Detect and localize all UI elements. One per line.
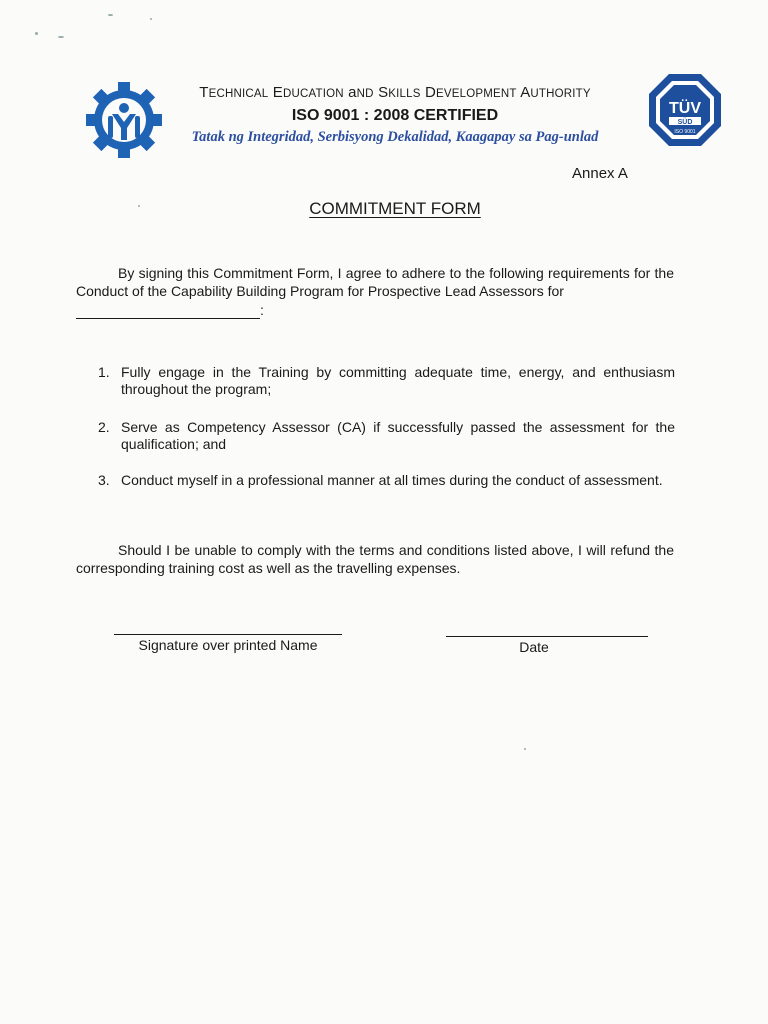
- annex-label: Annex A: [572, 165, 628, 182]
- svg-text:TÜV: TÜV: [669, 100, 701, 117]
- iso-certification-line: ISO 9001 : 2008 CERTIFIED: [291, 107, 499, 124]
- closing-text: Should I be unable to comply with the terms and conditions listed above, I will refund the corresponding training cost as well as the travelling expenses.: [76, 542, 674, 576]
- list-item-text: Serve as Competency Assessor (CA) if successfully passed the assessment for the qualification; and: [121, 419, 675, 452]
- list-item: [98, 472, 675, 489]
- scan-speck: [150, 18, 152, 20]
- scan-speck: [35, 32, 38, 35]
- agency-name: TECHNICAL EDUCATION aND SKILLS DEVELOPMENT AUTHORITY: [199, 84, 591, 101]
- date-label: Date: [519, 639, 549, 655]
- list-item-number: 3.: [98, 472, 110, 488]
- list-item-text: Conduct myself in a professional manner at all times during the conduct of assessment.: [121, 472, 663, 488]
- tuv-sud-certification-seal-icon: [647, 72, 723, 148]
- list-item: [98, 364, 675, 398]
- scan-speck: [524, 748, 526, 750]
- signature-label: Signature over printed Name: [138, 637, 318, 653]
- intro-paragraph: [76, 264, 674, 300]
- form-title: COMMITMENT FORM: [309, 199, 481, 218]
- signature-line[interactable]: [114, 634, 342, 635]
- svg-text:SÜD: SÜD: [677, 119, 693, 126]
- scan-speck: [108, 14, 113, 16]
- blank-suffix: :: [260, 302, 264, 318]
- list-item-number: 2.: [98, 419, 110, 435]
- agency-tagline: Tatak ng Integridad, Serbisyong Dekalidad, Kaagapay sa Pag-unlad: [191, 129, 599, 145]
- intro-text: By signing this Commitment Form, I agree to adhere to the following requirements for the Conduct of the Capability Building Program for Prospective Lead Assessors for: [76, 265, 674, 299]
- program-blank-field[interactable]: [76, 318, 260, 319]
- date-line[interactable]: [446, 636, 648, 637]
- scan-speck: [138, 205, 140, 207]
- list-item: [98, 419, 675, 453]
- list-item-number: 1.: [98, 364, 110, 380]
- list-item-text: Fully engage in the Training by committing adequate time, energy, and enthusiasm throughout the program;: [121, 364, 675, 397]
- scan-speck: [58, 36, 64, 38]
- svg-text:ISO 9001: ISO 9001: [674, 129, 696, 135]
- closing-paragraph: [76, 541, 674, 577]
